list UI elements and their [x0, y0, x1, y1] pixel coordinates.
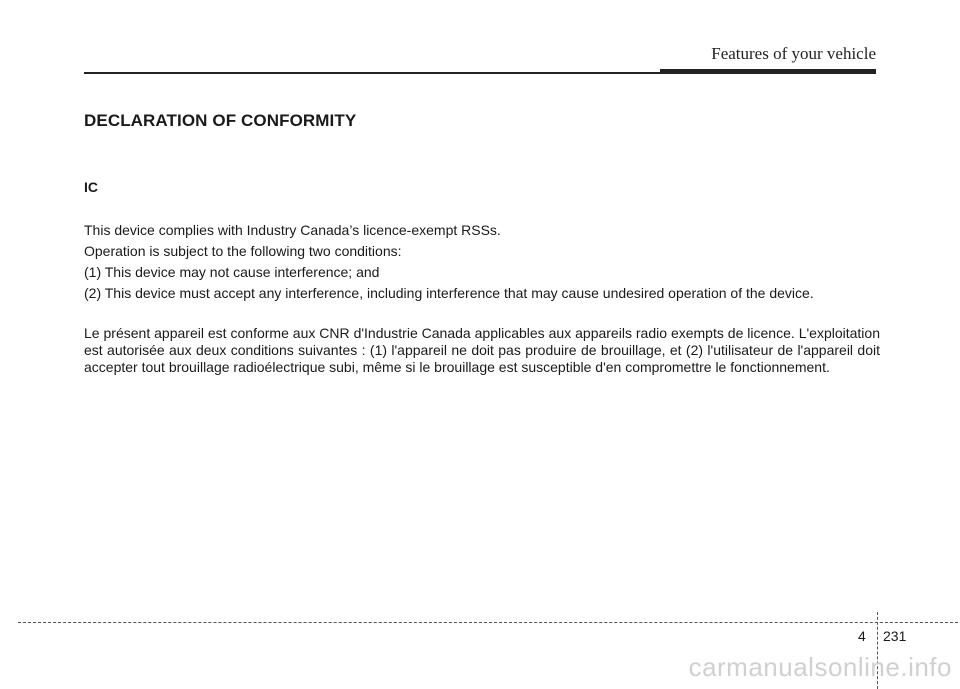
- english-line: Operation is subject to the following two conditions:: [84, 243, 402, 259]
- french-notice: Le présent appareil est conforme aux CNR d'Industrie Canada applicables aux appareils radio exempts de licence. L'exploitation est autorisée aux deux conditions suivantes : (1) l'appareil ne doit pas produire de brouillage, et (2) l'utilisateur de l'appareil doit accepter tout brouillage radioélectrique subi, même si le brouillage est susceptible d'en compromettre le fonctionnement.: [84, 325, 880, 375]
- chapter-number: 4: [858, 628, 866, 644]
- page-number: 231: [883, 628, 907, 644]
- english-line: This device complies with Industry Canada’s licence-exempt RSSs.: [84, 222, 501, 238]
- section-title: Features of your vehicle: [711, 44, 876, 63]
- english-notice: [84, 220, 884, 304]
- header-rule-thick: [660, 69, 876, 74]
- footer-rule: [18, 622, 958, 623]
- page-heading: DECLARATION OF CONFORMITY: [84, 111, 357, 130]
- english-line: (2) This device must accept any interference, including interference that may cause undesired operation of the device.: [84, 285, 814, 301]
- subheading-ic: IC: [84, 179, 98, 195]
- watermark: carmanualsonline.info: [688, 652, 952, 682]
- header-rule-thin: [84, 72, 664, 74]
- english-line: (1) This device may not cause interference; and: [84, 264, 380, 280]
